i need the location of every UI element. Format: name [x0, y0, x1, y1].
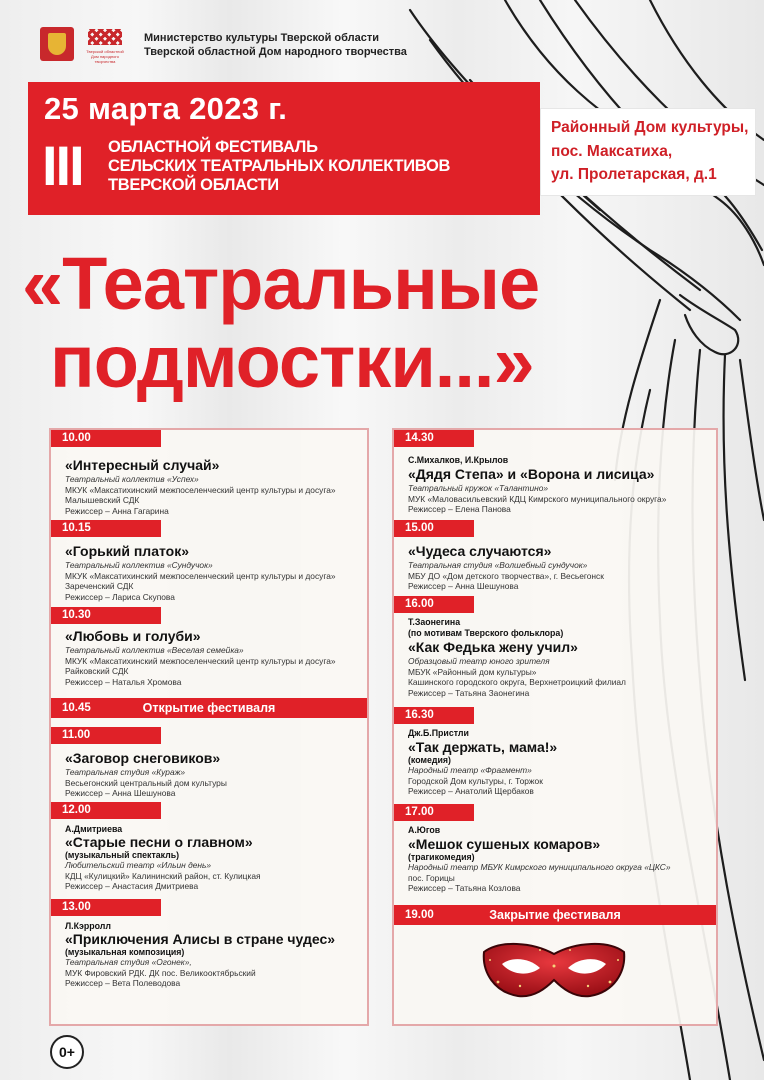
program-right-box: [392, 428, 718, 1026]
age-rating-badge: 0+: [50, 1035, 84, 1069]
festival-name: [108, 138, 450, 195]
event-source: (по мотивам Тверского фольклора): [408, 628, 564, 638]
event-genre: (музыкальная композиция): [65, 947, 185, 957]
event-title: «Так держать, мама!»: [408, 739, 558, 755]
event-genre: (музыкальный спектакль): [65, 850, 180, 860]
event-author: Дж.Б.Пристли: [408, 728, 469, 738]
event-title: «Чудеса случаются»: [408, 543, 552, 559]
event-title: «Приключения Алисы в стране чудес»: [65, 931, 336, 947]
event-details: Народный театр «Фрагмент» Городской Дом культуры, г. Торжок Режиссер – Анатолий Щербаков: [408, 765, 543, 797]
time-badge: 16.00: [394, 596, 474, 613]
main-title-line-1: «Театральные: [22, 242, 540, 325]
event-title: «Любовь и голуби»: [65, 628, 201, 644]
venue-line-1: Районный Дом культуры,: [551, 119, 749, 136]
opening-label: Открытие фестиваля: [142, 701, 276, 715]
tver-coat-of-arms-icon: [40, 27, 74, 61]
time-badge: 10.45: [62, 702, 91, 714]
closing-bar: [394, 905, 716, 925]
festival-line-2: СЕЛЬСКИХ ТЕАТРАЛЬНЫХ КОЛЛЕКТИВОВ: [108, 157, 451, 175]
program-left-box: [49, 428, 369, 1026]
event-author: Т.Заонегина: [408, 617, 461, 627]
venue-box: [540, 108, 756, 196]
closing-label: Закрытие фестиваля: [489, 908, 621, 922]
event-genre: (трагикомедия): [408, 852, 475, 862]
event-title: «Дядя Степа» и «Ворона и лисица»: [408, 466, 655, 482]
time-badge: 19.00: [405, 909, 434, 921]
time-badge: 14.30: [394, 430, 474, 447]
event-title: «Интересный случай»: [65, 457, 220, 473]
time-badge: 15.00: [394, 520, 474, 537]
event-details: Театральный коллектив «Сундучок» МКУК «Максатихинский межпоселенческий центр культуры и досуга» Зареченский СДК Режиссер – Лариса Скупова: [65, 560, 336, 602]
event-author: А.Дмитриева: [65, 824, 123, 834]
event-title: «Горький платок»: [65, 543, 189, 559]
event-title: «Как Федька жену учил»: [408, 639, 578, 655]
time-badge: 17.00: [394, 804, 474, 821]
event-title: «Заговор снеговиков»: [65, 750, 221, 766]
time-badge: 11.00: [51, 727, 161, 744]
main-title-line-2: подмостки...»: [50, 320, 534, 403]
event-title: «Мешок сушеных комаров»: [408, 836, 601, 852]
event-details: Театральный коллектив «Веселая семейка» МКУК «Максатихинский межпоселенческий центр культуры и досуга» Райковский СДК Режиссер – Наталья Хромова: [65, 645, 336, 687]
event-details: Театральная студия «Кураж» Весьегонский центральный дом культуры Режиссер – Анна Шешунова: [65, 767, 227, 799]
event-author: А.Югов: [408, 825, 441, 835]
event-details: Театральный коллектив «Успех» МКУК «Максатихинский межпоселенческий центр культуры и досуга» Малышевский СДК Режиссер – Анна Гагарина: [65, 474, 336, 516]
event-author: Л.Кэрролл: [65, 921, 111, 931]
house-name: Тверской областной Дом народного творчества: [144, 46, 407, 58]
opening-bar: [51, 698, 367, 718]
festival-banner: [28, 82, 540, 215]
event-details: Театральный кружок «Талантино» МУК «Маловасильевский КДЦ Кимрского муниципального округа» Режиссер – Елена Панова: [408, 483, 667, 515]
event-details: Театральная студия «Огонек», МУК Фировский РДК. ДК пос. Великооктябрьский Режиссер – Вета Полеводова: [65, 957, 256, 989]
time-badge: 10.30: [51, 607, 161, 624]
event-author: С.Михалков, И.Крылов: [408, 455, 509, 465]
time-badge: 10.00: [51, 430, 161, 447]
organizer-text: [144, 31, 407, 59]
folk-art-house-logo: [84, 27, 126, 64]
event-details: Образцовый театр юного зрителя МБУК «Районный дом культуры» Кашинского городского округа, Верхнетроицкий филиал Режиссер – Татьяна Заонегина: [408, 656, 626, 698]
event-details: Театральная студия «Волшебный сундучок» МБУ ДО «Дом детского творчества», г. Весьегонск Режиссер – Анна Шешунова: [408, 560, 604, 592]
logo-caption: Тверской областной Дом народного творчества: [86, 49, 124, 64]
time-badge: 10.15: [51, 520, 161, 537]
event-details: Народный театр МБУК Кимрского муниципального округа «ЦКС» пос. Горицы Режиссер – Татьяна Козлова: [408, 862, 671, 894]
festival-line-3: ТВЕРСКОЙ ОБЛАСТИ: [108, 176, 279, 194]
festival-line-1: ОБЛАСТНОЙ ФЕСТИВАЛЬ: [108, 138, 318, 156]
time-badge: 16.30: [394, 707, 474, 724]
edition-number: III: [42, 134, 83, 197]
carnival-mask-icon: [480, 938, 628, 1000]
time-badge: 12.00: [51, 802, 161, 819]
venue-line-3: ул. Пролетарская, д.1: [551, 166, 717, 183]
venue-line-2: пос. Максатиха,: [551, 143, 673, 160]
event-genre: (комедия): [408, 755, 451, 765]
event-title: «Старые песни о главном»: [65, 834, 253, 850]
ministry-name: Министерство культуры Тверской области: [144, 32, 380, 44]
time-badge: 13.00: [51, 899, 161, 916]
event-date: 25 марта 2023 г.: [44, 91, 288, 126]
event-details: Любительский театр «Ильин день» КДЦ «Кулицкий» Калининский район, ст. Кулицкая Режиссер – Анастасия Дмитриева: [65, 860, 261, 892]
